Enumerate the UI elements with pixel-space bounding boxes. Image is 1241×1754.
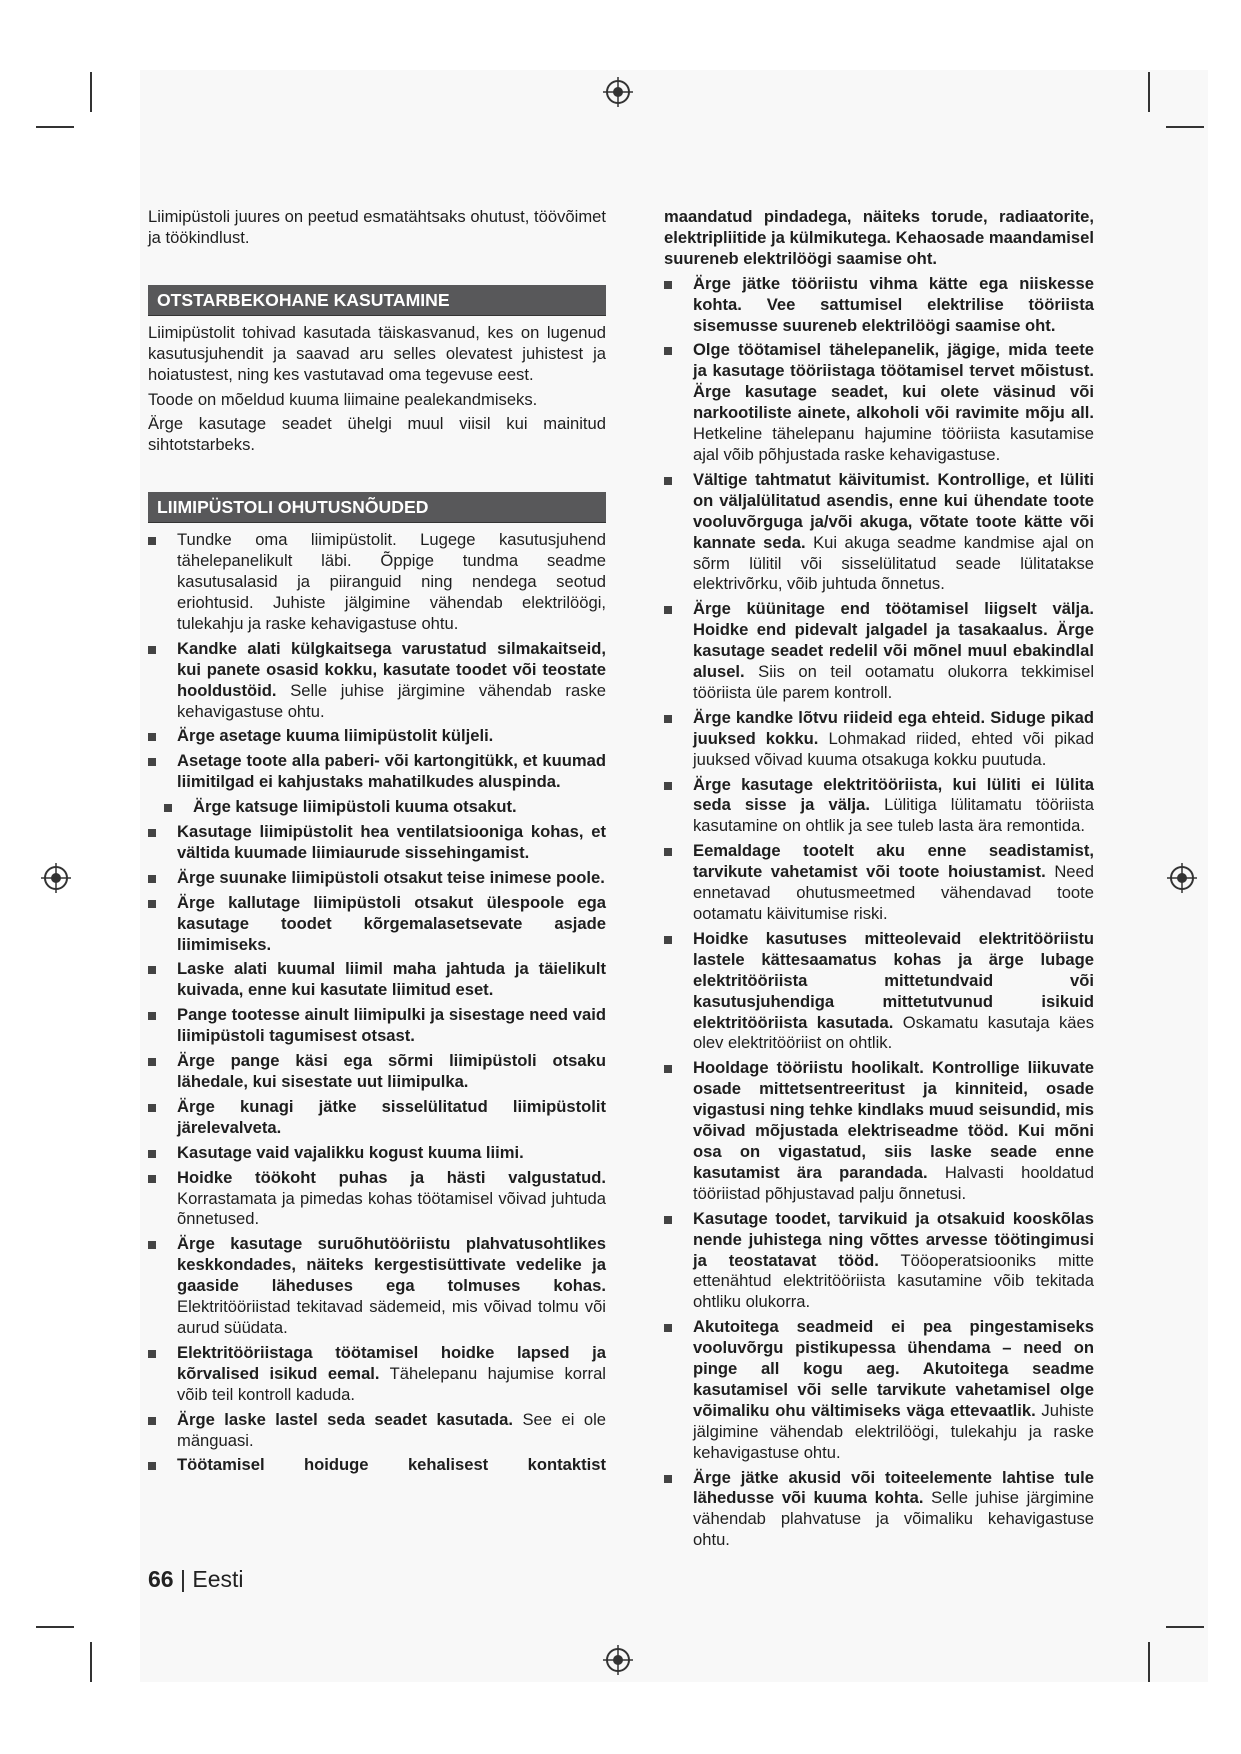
item-bold: Asetage toote alla paberi- või kartongitükk, et kuumad liimitilgad ei kahjustaks mahatilkudes aluspinda. xyxy=(177,751,606,792)
item-text: Selle juhise järgimine vähendab raske kehavigastuse ohtu. xyxy=(177,680,606,721)
safety-list xyxy=(148,530,606,1476)
item-bold: Ärge kasutage suruõhutööriistu plahvatusohtlikes keskkondades, näiteks kergestisüttivate vedelike ja gaaside läheduses ega tolmuses kohas. xyxy=(177,1234,606,1296)
item-text: Hetkeline tähelepanu hajumine tööriista kasutamise ajal võib põhjustada raske kehavigastuse. xyxy=(693,424,1094,464)
item-text: Oskamatu kasutaja käes olev elektritööriist on ohtlik. xyxy=(693,1012,1094,1053)
list-item xyxy=(148,959,606,1001)
paragraph: Ärge kasutage seadet ühelgi muul viisil kui mainitud sihtotstarbeks. xyxy=(148,414,606,455)
item-text: Lohmakad riided, ehted või pikad juuksed võivad kuuma otsakuga kokku puutuda. xyxy=(693,728,1094,769)
crop-mark xyxy=(1148,72,1150,112)
item-bold: Ärge küünitage end töötamisel liigselt välja. Hoidke end pidevalt jalgadel ja tasakaalus. Ärge kasutage seadet redelil või mõnel muul ebakindlal alusel. xyxy=(693,599,1094,682)
page-number: 66 xyxy=(148,1566,174,1592)
list-item xyxy=(664,1317,1094,1463)
list-item xyxy=(664,599,1094,704)
section-heading-intended-use: OTSTARBEKOHANE KASUTAMINE xyxy=(148,285,606,316)
item-bold: Kandke alati külgkaitsega varustatud silmakaitseid, kui panete osasid kokku, kasutate toodet või teostate hooldustöid. xyxy=(177,638,606,700)
item-text: See ei ole mänguasi. xyxy=(177,1409,607,1450)
item-bold: Akutoitega seadmeid ei pea pingestamiseks vooluvõrgu pistikupessa ühendama – need on pinge all kogu aeg. Akutoitega seadme kasutamisel või selle tarvikute vahetamisel olge võimaliku ohu vältimiseks väga ettevaatlik. xyxy=(693,1317,1094,1420)
continued-paragraph: maandatud pindadega, näiteks torude, radiaatorite, elektripliitide ja külmikutega. Kehaosade maandamisel suureneb elektrilöögi saamise oht. xyxy=(664,207,1094,268)
list-item xyxy=(148,726,606,747)
item-bold: Ärge laske lastel seda seadet kasutada. xyxy=(177,1409,514,1429)
list-item xyxy=(664,470,1094,595)
item-text: Korrastamata ja pimedas kohas töötamisel võivad juhtuda õnnetused. xyxy=(177,1188,606,1229)
crop-mark xyxy=(1166,126,1204,128)
item-bold: Ärge kandke lõtvu riideid ega ehteid. Siduge pikad juuksed kokku. xyxy=(693,707,1094,748)
list-item xyxy=(148,639,606,723)
list-item xyxy=(148,893,606,956)
item-text: Tundke oma liimipüstolit. Lugege kasutusjuhend tähelepanelikult läbi. Õppige tundma seadme kasutusalasid ja piiranguid ning nendega seotud eriohtusid. Juhiste jälgimine vähendab elektrilöögi, tulekahju ja raske kehavigastuse ohtu. xyxy=(177,530,606,633)
list-item xyxy=(148,530,606,635)
item-text: Kui akuga seadme kandmise ajal on sõrm lülitil või sisselülitatud seade lülitatakse elektrivõrku, võib juhtuda õnnetus. xyxy=(693,532,1094,594)
list-item xyxy=(664,775,1094,838)
item-bold: Hoidke kasutuses mitteolevaid elektritööriistu lastele kättesaamatus kohas ja ärge lubage elektritööriista mittetundvaid või kasutusjuhendiga mittetutvunud isikuid elektritööriista kasutada. xyxy=(693,928,1094,1032)
item-bold: Olge töötamisel tähelepanelik, jägige, mida teete ja kasutage tööriistaga töötamisel tervet mõistust. Ärge kasutage seadet, kui olete väsinud või narkootiliste ainete, alkoholi või ravimite mõju all. xyxy=(693,340,1094,423)
safety-list-continued xyxy=(664,274,1094,1551)
crop-mark xyxy=(1148,1642,1150,1682)
list-item xyxy=(148,822,606,864)
list-item xyxy=(148,1168,606,1231)
left-column xyxy=(148,207,606,1480)
item-text: Elektritööriistad tekitavad sädemeid, mis võivad tolmu või aurud süüdata. xyxy=(177,1297,606,1337)
list-item xyxy=(148,1234,606,1339)
list-item xyxy=(148,1051,606,1093)
item-text: Halvasti hooldatud tööriistad põhjustavad palju õnnetusi. xyxy=(693,1162,1094,1203)
paragraph: Liimipüstolit tohivad kasutada täiskasvanud, kes on lugenud kasutusjuhendit ja saavad aru selles olevatest juhistest ja hoiatustest, ning kes vastutavad oma tegevuse eest. xyxy=(148,322,606,384)
list-item xyxy=(664,708,1094,771)
paragraph: Toode on mõeldud kuuma liimaine pealekandmiseks. xyxy=(148,389,538,409)
item-bold: Kasutage toodet, tarvikuid ja otsakuid kooskõlas nende juhistega ning võttes arvesse töötingimusi ja teostatavat tööd. xyxy=(693,1208,1094,1270)
item-text: Lülitiga lülitamatu tööriista kasutamine on ohtlik ja see tuleb lasta ära remontida. xyxy=(693,795,1094,836)
item-bold: Ärge jätke tööriistu vihma kätte ega niiskesse kohta. Vee sattumisel elektrilise tööriista sisemusse suureneb elektrilöögi saamise oht. xyxy=(693,273,1094,335)
item-text: Need ennetavad ohutusmeetmed vähendavad toote ootamatu käivitumise riski. xyxy=(693,862,1094,923)
list-item xyxy=(664,340,1094,465)
crop-mark xyxy=(36,1626,74,1628)
item-bold: Ärge asetage kuuma liimipüstolit küljeli. xyxy=(177,726,494,746)
item-bold: Ärge pange käsi ega sõrmi liimipüstoli otsaku lähedale, kui sisestate uut liimipulka. xyxy=(177,1051,606,1091)
item-bold: Elektritööriistaga töötamisel hoidke lapsed ja kõrvalised isikud eemal. xyxy=(177,1342,606,1383)
item-bold: Hoidke töökoht puhas ja hästi valgustatud. xyxy=(177,1167,606,1187)
list-item xyxy=(148,797,606,818)
list-item xyxy=(148,868,606,889)
item-bold: Ärge katsuge liimipüstoli kuuma otsakut. xyxy=(193,797,517,817)
footer-language: Eesti xyxy=(192,1566,244,1592)
item-bold: Kasutage liimipüstolit hea ventilatsiooniga kohas, et vältida kuumade liimiaurude sissehingamist. xyxy=(177,822,606,862)
page-footer xyxy=(148,1566,244,1593)
item-bold: Laske alati kuumal liimil maha jahtuda ja täielikult kuivada, enne kui kasutate liimitud eset. xyxy=(177,959,606,1000)
list-item xyxy=(148,1005,606,1047)
item-bold: Kasutage vaid vajalikku kogust kuuma liimi. xyxy=(177,1142,524,1162)
registration-mark-icon xyxy=(602,1644,634,1676)
list-item xyxy=(664,1058,1094,1204)
item-bold: Töötamisel hoiduge kehalisest kontaktist xyxy=(177,1455,606,1475)
item-text: Tähelepanu hajumise korral võib teil kontroll kaduda. xyxy=(177,1363,606,1404)
item-bold: Ärge suunake liimipüstoli otsakut teise inimese poole. xyxy=(177,867,605,887)
list-item xyxy=(148,1455,606,1476)
item-bold: Ärge kasutage elektritööriista, kui lüliti ei lülita seda sisse ja välja. xyxy=(693,774,1094,815)
list-item xyxy=(148,1143,606,1164)
item-text: Siis on teil ootamatu olukorra tekkimisel tööriista üle parem kontroll. xyxy=(693,662,1094,702)
list-item xyxy=(148,1343,606,1406)
registration-mark-icon xyxy=(602,76,634,108)
item-bold: Ärge jätke akusid või toiteelemente lahtise tule lähedusse või kuuma kohta. xyxy=(693,1467,1094,1508)
crop-mark xyxy=(36,126,74,128)
intro-paragraph: Liimipüstoli juures on peetud esmatähtsaks ohutust, töövõimet ja töökindlust. xyxy=(148,207,606,247)
item-bold: Ärge kallutage liimipüstoli otsakut ülespoole ega kasutage toodet kõrgemalasetsevate asjade liimimiseks. xyxy=(177,892,606,954)
list-item xyxy=(664,274,1094,337)
item-bold: Vältige tahtmatut käivitumist. Kontrollige, et lüliti on väljalülitatud asendis, enne kui ühendate toote vooluvõrguga ja/või akuga, võtate toote kätte või kannate seda. xyxy=(693,469,1094,552)
registration-mark-icon xyxy=(1166,862,1198,894)
crop-mark xyxy=(90,72,92,112)
list-item xyxy=(148,1410,606,1452)
list-item xyxy=(148,751,606,793)
list-item xyxy=(664,1468,1094,1552)
crop-mark xyxy=(1166,1626,1204,1628)
right-column xyxy=(664,207,1094,1555)
list-item xyxy=(148,1097,606,1139)
item-bold: Ärge kunagi jätke sisselülitatud liimipüstolit järelevalveta. xyxy=(177,1096,606,1137)
item-text: Tööoperatsiooniks mitte ettenähtud elektritööriista kasutamine võib tekitada ohtliku olukorra. xyxy=(693,1250,1094,1312)
section-heading-safety: LIIMIPÜSTOLI OHUTUSNÕUDED xyxy=(148,492,606,523)
list-item xyxy=(664,929,1094,1054)
item-bold: Hooldage tööriistu hoolikalt. Kontrollige liikuvate osade mittetsentreeritust ja kinniteid, osade vigastusi ning tehke kindlaks muud seisundid, mis võivad mõjustada elektriseadme tööd. Kui mõni osa on vigastatud, siis laske seade enne kasutamist ära parandada. xyxy=(693,1058,1094,1182)
footer-separator: | xyxy=(173,1566,193,1592)
item-text: Selle juhise järgimine vähendab plahvatuse ja võimaliku kehavigastuse ohtu. xyxy=(693,1488,1094,1550)
item-bold: Eemaldage tootelt aku enne seadistamist, tarvikute vahetamist või toote hoiustamist. xyxy=(693,841,1094,882)
item-bold: Pange tootesse ainult liimipulki ja sisestage need vaid liimipüstoli tagumisest otsast. xyxy=(177,1005,606,1046)
item-text: Juhiste jälgimine vähendab elektrilöögi, tulekahju ja raske kehavigastuse ohtu. xyxy=(693,1400,1095,1462)
list-item xyxy=(664,841,1094,925)
crop-mark xyxy=(90,1642,92,1682)
registration-mark-icon xyxy=(40,862,72,894)
list-item xyxy=(664,1209,1094,1314)
